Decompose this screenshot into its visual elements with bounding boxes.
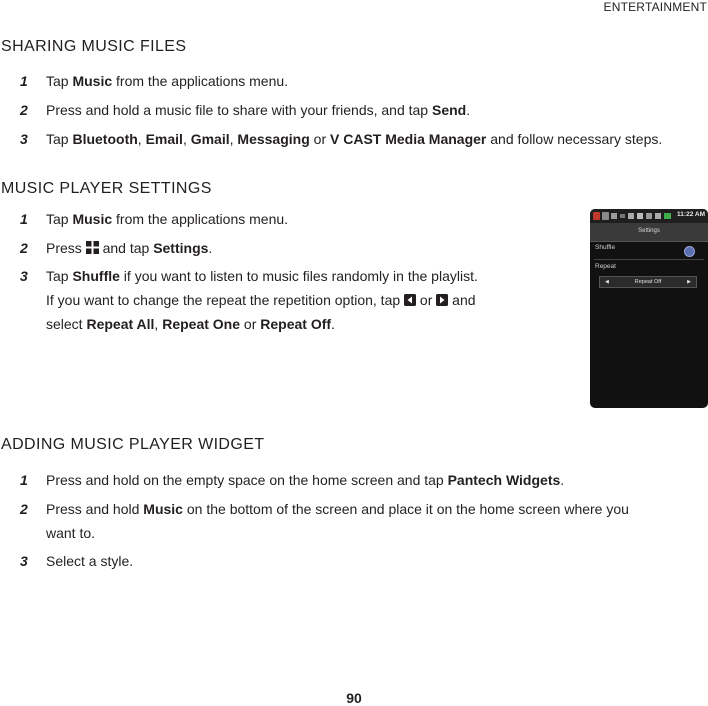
keyword-send: Send <box>431 102 467 118</box>
page-number: 90 <box>346 690 362 706</box>
keyword-music: Music <box>72 73 113 89</box>
step-number: 2 <box>20 102 28 118</box>
repeat-next-icon[interactable]: ▶ <box>687 279 691 285</box>
phone-settings-screenshot <box>590 209 708 408</box>
left-arrow-icon <box>404 294 416 306</box>
grid-menu-icon <box>86 241 99 254</box>
step-number: 2 <box>20 501 28 517</box>
section-title-player-settings: MUSIC PLAYER SETTINGS <box>1 180 212 197</box>
step-number: 1 <box>20 472 28 488</box>
status-clock: 11:22 AM <box>677 211 705 218</box>
section-title-widget: ADDING MUSIC PLAYER WIDGET <box>1 436 265 453</box>
repeat-selector[interactable] <box>599 276 697 288</box>
settings-titlebar <box>590 223 708 242</box>
step-number: 3 <box>20 553 28 569</box>
step-number: 1 <box>20 73 28 89</box>
chapter-label: ENTERTAINMENT <box>603 0 707 14</box>
step-number: 3 <box>20 131 28 147</box>
repeat-prev-icon[interactable]: ◀ <box>605 279 609 285</box>
section-title-sharing: SHARING MUSIC FILES <box>1 38 187 55</box>
repeat-value: Repeat Off <box>634 279 662 285</box>
right-arrow-icon <box>436 294 448 306</box>
status-bar <box>590 209 708 223</box>
status-icons <box>593 212 671 220</box>
step-number: 3 <box>20 268 28 284</box>
divider <box>594 259 704 260</box>
settings-title: Settings <box>638 228 660 234</box>
step-number: 2 <box>20 240 28 256</box>
step-number: 1 <box>20 211 28 227</box>
shuffle-label: Shuffle <box>595 244 616 251</box>
repeat-label: Repeat <box>595 263 616 270</box>
shuffle-toggle[interactable] <box>684 246 695 257</box>
